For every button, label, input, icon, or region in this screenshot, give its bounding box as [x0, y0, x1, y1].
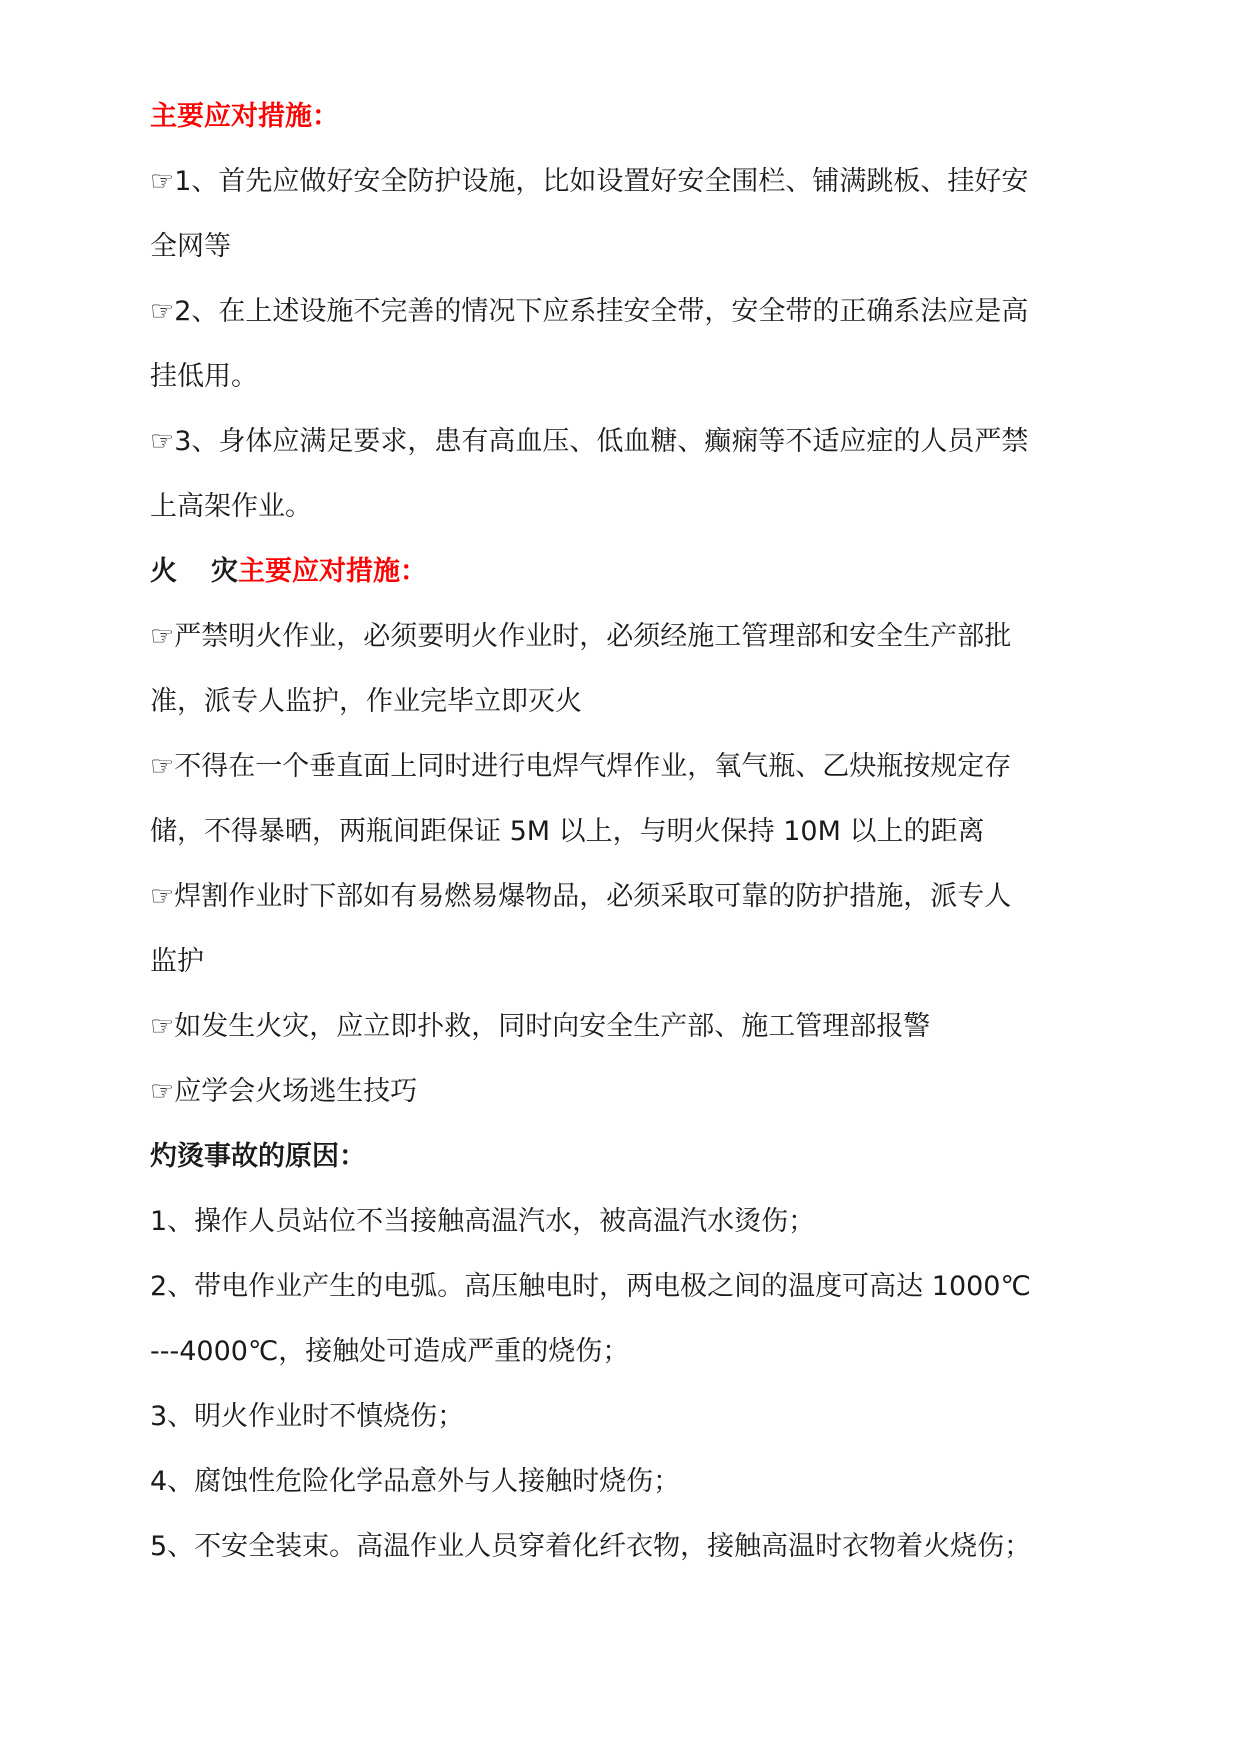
heading-prefix-fire: 火 — [150, 556, 177, 587]
paragraph-line: 上高架作业。 — [150, 491, 312, 522]
paragraph-line: 1、操作人员站位不当接触高温汽水，被高温汽水烫伤； — [150, 1206, 816, 1237]
section-heading-burn-causes: 灼烫事故的原因： — [150, 1141, 366, 1172]
paragraph-line: ☞应学会火场逃生技巧 — [150, 1076, 418, 1107]
paragraph-line: ☞不得在一个垂直面上同时进行电焊气焊作业，氧气瓶、乙炔瓶按规定存 — [150, 751, 1012, 782]
heading-prefix-disaster: 灾 — [211, 556, 238, 587]
paragraph-line: 3、明火作业时不慎烧伤； — [150, 1401, 465, 1432]
paragraph-line: 4、腐蚀性危险化学品意外与人接触时烧伤； — [150, 1466, 681, 1497]
section-heading-measures: 主要应对措施： — [150, 101, 339, 132]
paragraph-line: 准，派专人监护，作业完毕立即灭火 — [150, 686, 582, 717]
paragraph-line: ☞如发生火灾，应立即扑救，同时向安全生产部、施工管理部报警 — [150, 1011, 931, 1042]
paragraph-line: ☞焊割作业时下部如有易燃易爆物品，必须采取可靠的防护措施，派专人 — [150, 881, 1012, 912]
paragraph-line: ☞1、首先应做好安全防护设施，比如设置好安全围栏、铺满跳板、挂好安 — [150, 166, 1029, 197]
paragraph-line: 挂低用。 — [150, 361, 258, 392]
paragraph-line: ---4000℃，接触处可造成严重的烧伤； — [150, 1336, 630, 1367]
paragraph-line: 监护 — [150, 946, 204, 977]
paragraph-line: 2、带电作业产生的电弧。高压触电时，两电极之间的温度可高达 1000℃ — [150, 1271, 1031, 1302]
heading-measures-text: 主要应对措施： — [238, 556, 427, 587]
paragraph-line: 全网等 — [150, 231, 231, 262]
section-heading-fire — [150, 539, 1100, 604]
paragraph-line: 5、不安全装束。高温作业人员穿着化纤衣物，接触高温时衣物着火烧伤； — [150, 1531, 1032, 1562]
paragraph-line: ☞严禁明火作业，必须要明火作业时，必须经施工管理部和安全生产部批 — [150, 621, 1012, 652]
paragraph-line: 储，不得暴晒，两瓶间距保证 5M 以上，与明火保持 10M 以上的距离 — [150, 816, 985, 847]
paragraph-line: ☞3、身体应满足要求，患有高血压、低血糖、癫痫等不适应症的人员严禁 — [150, 426, 1029, 457]
document-page — [150, 84, 1100, 1579]
paragraph-line: ☞2、在上述设施不完善的情况下应系挂安全带，安全带的正确系法应是高 — [150, 296, 1029, 327]
